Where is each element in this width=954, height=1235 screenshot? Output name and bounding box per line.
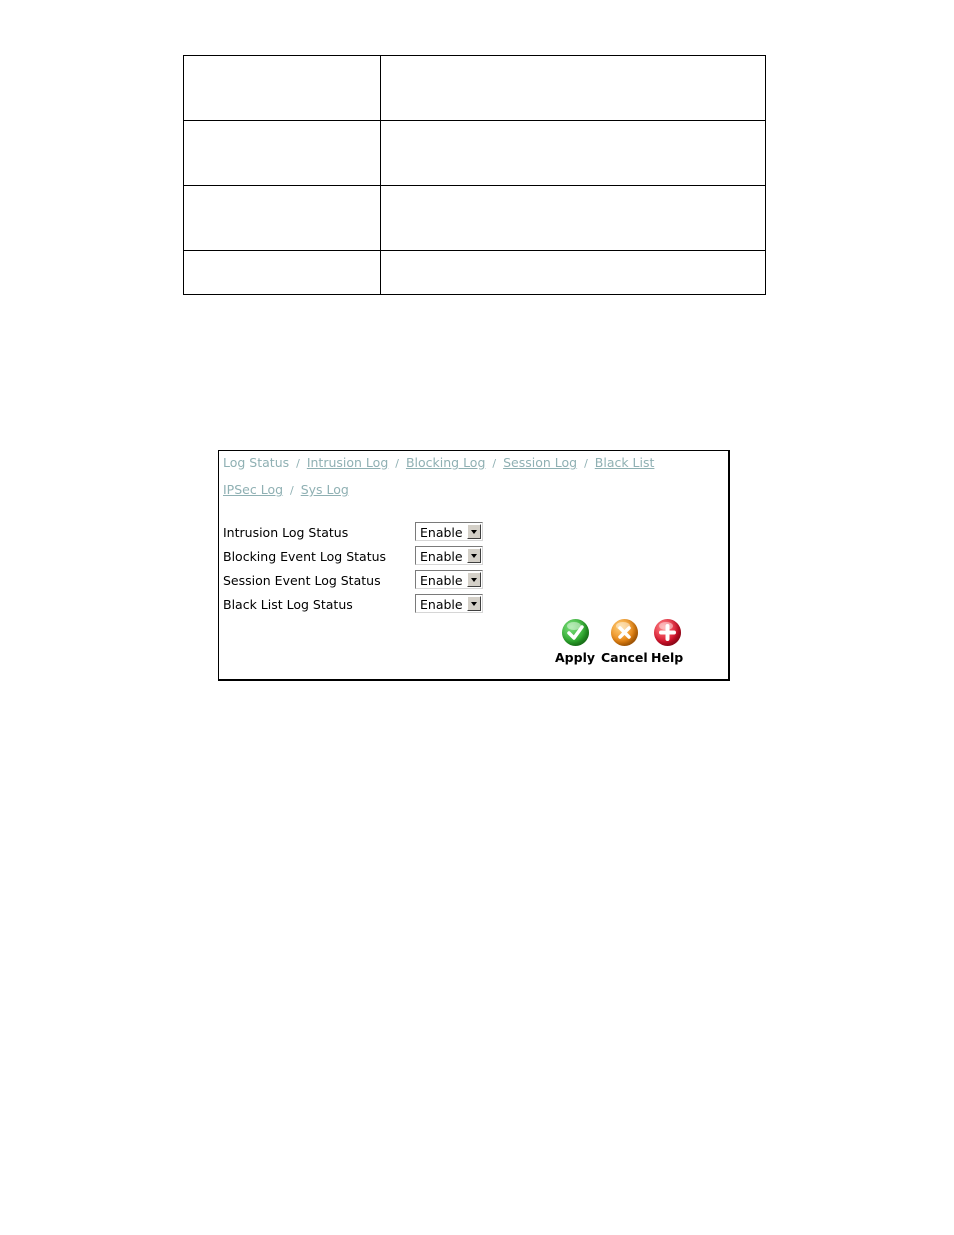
table-cell: [184, 186, 381, 251]
session-event-log-status-select[interactable]: [415, 570, 483, 589]
setting-row-blocking-event-log: [223, 546, 523, 566]
select-value: Enable: [420, 597, 463, 612]
setting-row-session-event-log: [223, 570, 523, 590]
table-cell: [184, 56, 381, 121]
intrusion-log-status-select[interactable]: [415, 522, 483, 541]
apply-label: Apply: [555, 650, 596, 665]
select-value: Enable: [420, 525, 463, 540]
check-icon[interactable]: [562, 619, 589, 646]
x-icon[interactable]: [611, 619, 638, 646]
check-icon-glyph: [562, 619, 589, 646]
table-row: [184, 121, 766, 186]
chevron-down-icon[interactable]: [467, 524, 481, 539]
table-cell: [381, 251, 766, 295]
nav-current-log-status: Log Status: [223, 455, 290, 470]
select-value: Enable: [420, 573, 463, 588]
log-status-panel: [218, 450, 730, 681]
setting-row-intrusion-log: [223, 522, 523, 542]
nav-separator: /: [296, 457, 300, 470]
chevron-down-icon[interactable]: [467, 548, 481, 563]
x-icon-glyph: [611, 619, 638, 646]
setting-label: Black List Log Status: [223, 597, 353, 612]
black-list-log-status-select[interactable]: [415, 594, 483, 613]
cancel-label: Cancel: [601, 650, 648, 665]
log-nav-row-1: [223, 455, 654, 470]
help-label: Help: [651, 650, 684, 665]
table-cell: [381, 121, 766, 186]
plus-icon[interactable]: [654, 619, 681, 646]
nav-link-black-list[interactable]: Black List: [594, 455, 655, 470]
help-button[interactable]: [651, 619, 683, 665]
setting-row-black-list-log: [223, 594, 523, 614]
nav-separator: /: [584, 457, 588, 470]
setting-label: Blocking Event Log Status: [223, 549, 387, 564]
chevron-down-icon[interactable]: [467, 572, 481, 587]
apply-button[interactable]: [555, 619, 595, 665]
doc-table: [183, 55, 766, 295]
chevron-down-icon[interactable]: [467, 596, 481, 611]
nav-separator: /: [492, 457, 497, 470]
table-row: [184, 56, 766, 121]
log-nav-row-2: [223, 482, 349, 497]
table-row: [184, 186, 766, 251]
setting-label: Intrusion Log Status: [223, 525, 349, 540]
table-cell: [184, 121, 381, 186]
table-cell: [184, 251, 381, 295]
table-row: [184, 251, 766, 295]
nav-link-sys-log[interactable]: Sys Log: [300, 482, 349, 497]
table-cell: [381, 56, 766, 121]
cancel-button[interactable]: [601, 619, 648, 665]
plus-icon-glyph: [654, 619, 681, 646]
select-value: Enable: [420, 549, 463, 564]
nav-separator: /: [395, 457, 399, 470]
table-cell: [381, 186, 766, 251]
blocking-event-log-status-select[interactable]: [415, 546, 483, 565]
nav-link-intrusion-log[interactable]: Intrusion Log: [306, 455, 389, 470]
setting-label: Session Event Log Status: [223, 573, 381, 588]
nav-separator: /: [290, 484, 294, 497]
nav-link-blocking-log[interactable]: Blocking Log: [405, 455, 486, 470]
nav-link-session-log[interactable]: Session Log: [503, 455, 578, 470]
nav-link-ipsec-log[interactable]: IPSec Log: [223, 482, 284, 497]
